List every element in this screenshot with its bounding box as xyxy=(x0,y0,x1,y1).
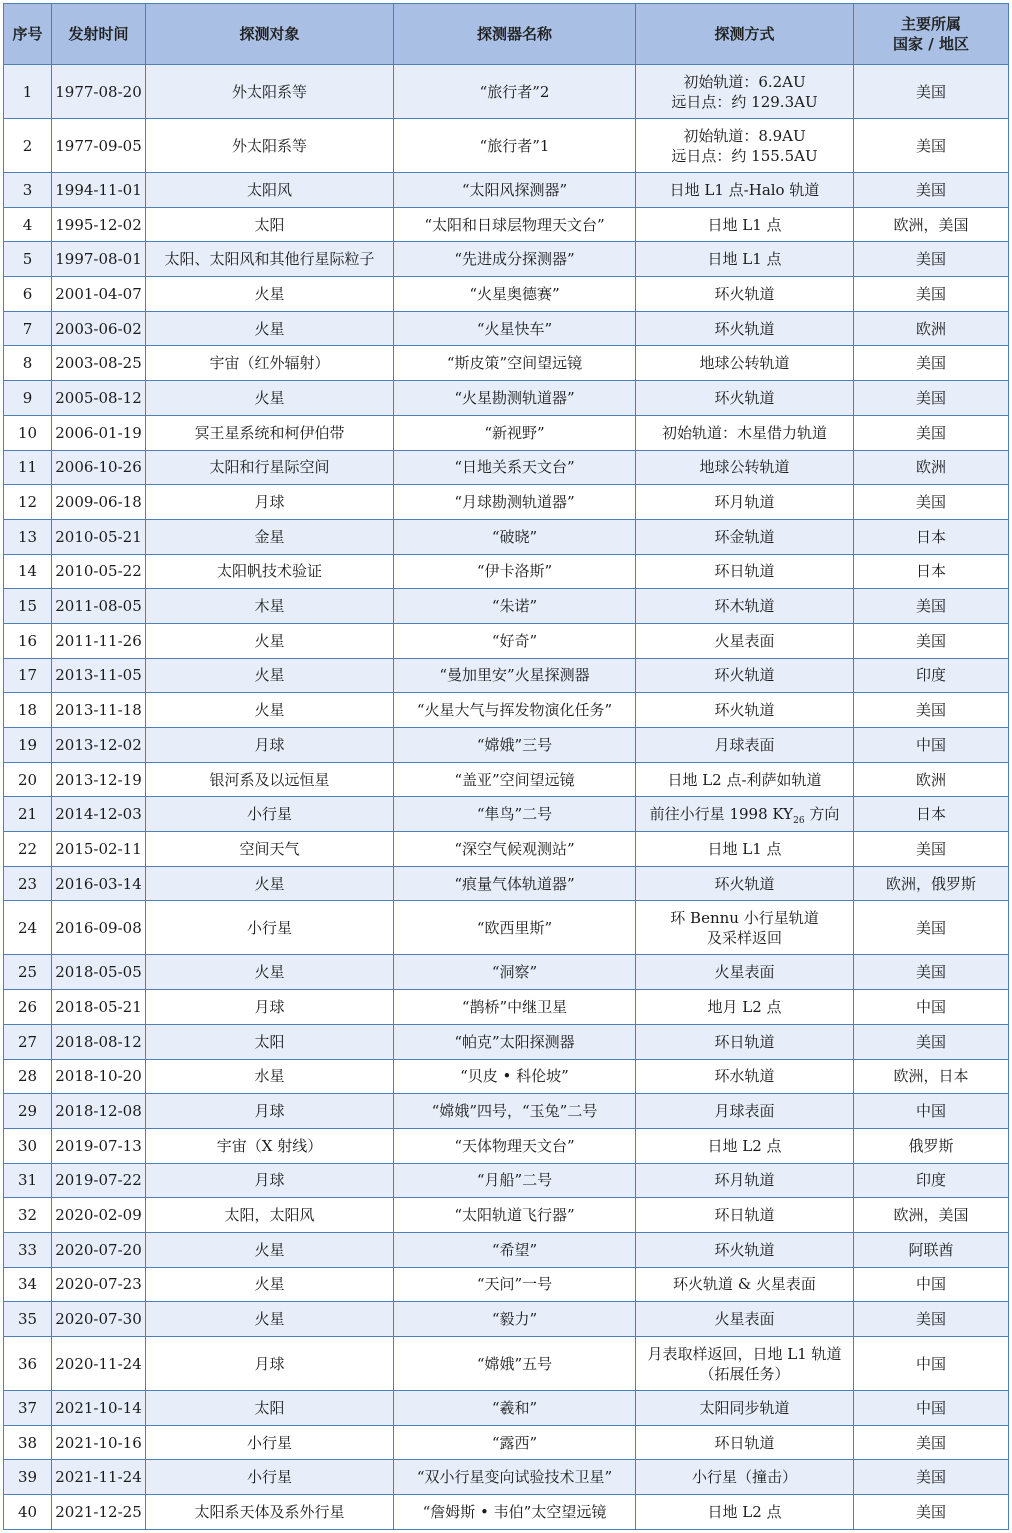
cell-method: 日地 L2 点 xyxy=(636,1495,854,1530)
cell-probe-name: “月球勘测轨道器” xyxy=(394,485,636,520)
cell-probe-name: “好奇” xyxy=(394,623,636,658)
cell-launch-date: 2009-06-18 xyxy=(52,485,146,520)
table-row xyxy=(4,1128,1009,1163)
cell-probe-name: “痕量气体轨道器” xyxy=(394,866,636,901)
table-row xyxy=(4,207,1009,242)
cell-launch-date: 2005-08-12 xyxy=(52,381,146,416)
cell-method: 日地 L2 点-利萨如轨道 xyxy=(636,762,854,797)
cell-method: 日地 L1 点 xyxy=(636,242,854,277)
table-row xyxy=(4,1267,1009,1302)
cell-probe-name: “太阳风探测器” xyxy=(394,173,636,208)
cell-region: 美国 xyxy=(854,623,1009,658)
cell-serial-number: 9 xyxy=(4,381,52,416)
cell-method: 环水轨道 xyxy=(636,1059,854,1094)
cell-serial-number: 15 xyxy=(4,589,52,624)
cell-serial-number: 31 xyxy=(4,1163,52,1198)
table-row xyxy=(4,728,1009,763)
table-row xyxy=(4,1495,1009,1530)
cell-probe-name: “天问”一号 xyxy=(394,1267,636,1302)
table-row xyxy=(4,1391,1009,1426)
cell-region: 美国 xyxy=(854,955,1009,990)
cell-probe-name: “双小行星变向试验技术卫星” xyxy=(394,1460,636,1495)
cell-serial-number: 35 xyxy=(4,1302,52,1337)
table-row xyxy=(4,1425,1009,1460)
table-row xyxy=(4,415,1009,450)
cell-target: 宇宙（红外辐射） xyxy=(146,346,394,381)
table-row xyxy=(4,658,1009,693)
cell-method: 月球表面 xyxy=(636,728,854,763)
cell-region: 美国 xyxy=(854,693,1009,728)
cell-launch-date: 2013-11-05 xyxy=(52,658,146,693)
cell-target: 小行星 xyxy=(146,1425,394,1460)
cell-target: 太阳和行星际空间 xyxy=(146,450,394,485)
cell-method: 初始轨道：8.9AU 远日点：约 155.5AU xyxy=(636,119,854,173)
cell-probe-name: “盖亚”空间望远镜 xyxy=(394,762,636,797)
cell-probe-name: “朱诺” xyxy=(394,589,636,624)
cell-method: 环 Bennu 小行星轨道 及采样返回 xyxy=(636,901,854,955)
cell-target: 月球 xyxy=(146,1163,394,1198)
cell-region: 美国 xyxy=(854,589,1009,624)
cell-probe-name: “火星勘测轨道器” xyxy=(394,381,636,416)
cell-region: 日本 xyxy=(854,797,1009,832)
cell-region: 日本 xyxy=(854,554,1009,589)
cell-target: 月球 xyxy=(146,485,394,520)
cell-serial-number: 29 xyxy=(4,1094,52,1129)
cell-target: 火星 xyxy=(146,623,394,658)
table-row xyxy=(4,589,1009,624)
cell-method: 初始轨道：6.2AU 远日点：约 129.3AU xyxy=(636,65,854,119)
cell-launch-date: 2010-05-22 xyxy=(52,554,146,589)
cell-region: 俄罗斯 xyxy=(854,1128,1009,1163)
cell-serial-number: 19 xyxy=(4,728,52,763)
cell-probe-name: “詹姆斯 • 韦伯”太空望远镜 xyxy=(394,1495,636,1530)
cell-region: 美国 xyxy=(854,242,1009,277)
cell-target: 太阳 xyxy=(146,207,394,242)
table-row xyxy=(4,1302,1009,1337)
cell-region: 中国 xyxy=(854,1267,1009,1302)
cell-method: 地月 L2 点 xyxy=(636,990,854,1025)
cell-method: 火星表面 xyxy=(636,1302,854,1337)
cell-method: 环木轨道 xyxy=(636,589,854,624)
table-row xyxy=(4,311,1009,346)
cell-method: 日地 L1 点-Halo 轨道 xyxy=(636,173,854,208)
cell-serial-number: 11 xyxy=(4,450,52,485)
cell-target: 月球 xyxy=(146,728,394,763)
cell-launch-date: 2020-07-23 xyxy=(52,1267,146,1302)
cell-launch-date: 2020-07-20 xyxy=(52,1232,146,1267)
cell-probe-name: “太阳轨道飞行器” xyxy=(394,1198,636,1233)
cell-launch-date: 2003-08-25 xyxy=(52,346,146,381)
cell-serial-number: 36 xyxy=(4,1337,52,1391)
cell-launch-date: 2013-12-02 xyxy=(52,728,146,763)
cell-probe-name: “新视野” xyxy=(394,415,636,450)
cell-launch-date: 2018-08-12 xyxy=(52,1024,146,1059)
cell-method: 环金轨道 xyxy=(636,519,854,554)
cell-method: 环月轨道 xyxy=(636,1163,854,1198)
cell-serial-number: 21 xyxy=(4,797,52,832)
cell-launch-date: 2021-11-24 xyxy=(52,1460,146,1495)
cell-launch-date: 2011-11-26 xyxy=(52,623,146,658)
cell-serial-number: 5 xyxy=(4,242,52,277)
cell-region: 欧洲 xyxy=(854,311,1009,346)
cell-probe-name: “曼加里安”火星探测器 xyxy=(394,658,636,693)
cell-method: 环火轨道 xyxy=(636,277,854,312)
table-row xyxy=(4,450,1009,485)
cell-probe-name: “旅行者”1 xyxy=(394,119,636,173)
cell-target: 火星 xyxy=(146,955,394,990)
cell-method xyxy=(636,797,854,832)
cell-launch-date: 2020-02-09 xyxy=(52,1198,146,1233)
cell-method: 太阳同步轨道 xyxy=(636,1391,854,1426)
cell-probe-name: “破晓” xyxy=(394,519,636,554)
cell-launch-date: 2011-08-05 xyxy=(52,589,146,624)
cell-target: 太阳、太阳风和其他行星际粒子 xyxy=(146,242,394,277)
table-row xyxy=(4,554,1009,589)
cell-region: 日本 xyxy=(854,519,1009,554)
cell-target: 火星 xyxy=(146,277,394,312)
cell-target: 火星 xyxy=(146,693,394,728)
method-text: 前往小行星 1998 KY xyxy=(649,805,794,824)
cell-region: 中国 xyxy=(854,1391,1009,1426)
cell-target: 外太阳系等 xyxy=(146,65,394,119)
cell-serial-number: 4 xyxy=(4,207,52,242)
cell-launch-date: 2021-10-16 xyxy=(52,1425,146,1460)
cell-method: 月球表面 xyxy=(636,1094,854,1129)
cell-serial-number: 1 xyxy=(4,65,52,119)
cell-probe-name: “隼鸟”二号 xyxy=(394,797,636,832)
cell-target: 火星 xyxy=(146,311,394,346)
cell-target: 火星 xyxy=(146,1302,394,1337)
table-row xyxy=(4,519,1009,554)
cell-probe-name: “鹊桥”中继卫星 xyxy=(394,990,636,1025)
table-row xyxy=(4,65,1009,119)
cell-serial-number: 7 xyxy=(4,311,52,346)
cell-region: 欧洲，美国 xyxy=(854,1198,1009,1233)
cell-probe-name: “嫦娥”三号 xyxy=(394,728,636,763)
cell-probe-name: “贝皮 • 科伦坡” xyxy=(394,1059,636,1094)
cell-target: 银河系及以远恒星 xyxy=(146,762,394,797)
method-subscript: 26 xyxy=(793,816,805,827)
header-region: 主要所属 国家 / 地区 xyxy=(854,4,1009,65)
cell-region: 美国 xyxy=(854,277,1009,312)
table-row xyxy=(4,485,1009,520)
cell-serial-number: 12 xyxy=(4,485,52,520)
cell-region: 美国 xyxy=(854,1460,1009,1495)
cell-serial-number: 33 xyxy=(4,1232,52,1267)
cell-launch-date: 2021-10-14 xyxy=(52,1391,146,1426)
cell-region: 欧洲 xyxy=(854,450,1009,485)
table-row xyxy=(4,797,1009,832)
cell-launch-date: 2018-12-08 xyxy=(52,1094,146,1129)
cell-method: 环火轨道 xyxy=(636,658,854,693)
cell-probe-name: “天体物理天文台” xyxy=(394,1128,636,1163)
cell-region: 印度 xyxy=(854,1163,1009,1198)
table-row xyxy=(4,866,1009,901)
cell-region: 美国 xyxy=(854,381,1009,416)
header-probe-name: 探测器名称 xyxy=(394,4,636,65)
table-row xyxy=(4,1059,1009,1094)
cell-serial-number: 22 xyxy=(4,832,52,867)
cell-serial-number: 8 xyxy=(4,346,52,381)
cell-launch-date: 1977-09-05 xyxy=(52,119,146,173)
cell-target: 火星 xyxy=(146,866,394,901)
table-row xyxy=(4,1460,1009,1495)
cell-target: 火星 xyxy=(146,658,394,693)
cell-launch-date: 2014-12-03 xyxy=(52,797,146,832)
cell-launch-date: 2013-12-19 xyxy=(52,762,146,797)
table-row xyxy=(4,277,1009,312)
cell-probe-name: “嫦娥”四号，“玉兔”二号 xyxy=(394,1094,636,1129)
cell-region: 中国 xyxy=(854,1337,1009,1391)
cell-region: 印度 xyxy=(854,658,1009,693)
cell-launch-date: 2019-07-13 xyxy=(52,1128,146,1163)
cell-probe-name: “旅行者”2 xyxy=(394,65,636,119)
cell-region: 美国 xyxy=(854,346,1009,381)
cell-region: 中国 xyxy=(854,1094,1009,1129)
cell-probe-name: “欧西里斯” xyxy=(394,901,636,955)
cell-serial-number: 39 xyxy=(4,1460,52,1495)
cell-target: 太阳风 xyxy=(146,173,394,208)
cell-serial-number: 25 xyxy=(4,955,52,990)
cell-target: 水星 xyxy=(146,1059,394,1094)
table-row xyxy=(4,1198,1009,1233)
table-row xyxy=(4,832,1009,867)
cell-method: 环火轨道 xyxy=(636,311,854,346)
table-header xyxy=(4,4,1009,65)
cell-serial-number: 16 xyxy=(4,623,52,658)
cell-launch-date: 2020-07-30 xyxy=(52,1302,146,1337)
cell-region: 美国 xyxy=(854,119,1009,173)
cell-target: 月球 xyxy=(146,1337,394,1391)
cell-probe-name: “火星大气与挥发物演化任务” xyxy=(394,693,636,728)
cell-serial-number: 13 xyxy=(4,519,52,554)
cell-probe-name: “日地关系天文台” xyxy=(394,450,636,485)
cell-target: 太阳帆技术验证 xyxy=(146,554,394,589)
cell-launch-date: 2013-11-18 xyxy=(52,693,146,728)
cell-serial-number: 26 xyxy=(4,990,52,1025)
table-row xyxy=(4,346,1009,381)
cell-region: 美国 xyxy=(854,901,1009,955)
cell-probe-name: “露西” xyxy=(394,1425,636,1460)
cell-target: 太阳系天体及系外行星 xyxy=(146,1495,394,1530)
cell-method: 环火轨道 xyxy=(636,693,854,728)
cell-method: 环日轨道 xyxy=(636,554,854,589)
cell-target: 外太阳系等 xyxy=(146,119,394,173)
table-row xyxy=(4,762,1009,797)
cell-method: 环日轨道 xyxy=(636,1425,854,1460)
cell-region: 美国 xyxy=(854,415,1009,450)
cell-launch-date: 2001-04-07 xyxy=(52,277,146,312)
table-row xyxy=(4,1024,1009,1059)
table-row xyxy=(4,1337,1009,1391)
cell-region: 美国 xyxy=(854,173,1009,208)
cell-target: 太阳 xyxy=(146,1024,394,1059)
cell-region: 美国 xyxy=(854,1302,1009,1337)
cell-probe-name: “伊卡洛斯” xyxy=(394,554,636,589)
cell-region: 美国 xyxy=(854,1425,1009,1460)
cell-serial-number: 32 xyxy=(4,1198,52,1233)
table-row xyxy=(4,1163,1009,1198)
cell-method: 环日轨道 xyxy=(636,1198,854,1233)
cell-target: 金星 xyxy=(146,519,394,554)
table-row xyxy=(4,623,1009,658)
cell-launch-date: 2018-10-20 xyxy=(52,1059,146,1094)
cell-method: 小行星（撞击） xyxy=(636,1460,854,1495)
cell-region: 中国 xyxy=(854,990,1009,1025)
cell-serial-number: 6 xyxy=(4,277,52,312)
table-row xyxy=(4,381,1009,416)
probe-table xyxy=(3,3,1009,1530)
cell-method: 环火轨道 xyxy=(636,1232,854,1267)
cell-serial-number: 3 xyxy=(4,173,52,208)
table-row xyxy=(4,693,1009,728)
cell-target: 火星 xyxy=(146,1232,394,1267)
cell-launch-date: 2019-07-22 xyxy=(52,1163,146,1198)
cell-serial-number: 30 xyxy=(4,1128,52,1163)
cell-launch-date: 1994-11-01 xyxy=(52,173,146,208)
cell-method: 月表取样返回，日地 L1 轨道 （拓展任务） xyxy=(636,1337,854,1391)
cell-target: 空间天气 xyxy=(146,832,394,867)
cell-probe-name: “月船”二号 xyxy=(394,1163,636,1198)
cell-probe-name: “太阳和日球层物理天文台” xyxy=(394,207,636,242)
cell-launch-date: 1997-08-01 xyxy=(52,242,146,277)
cell-launch-date: 2006-10-26 xyxy=(52,450,146,485)
cell-serial-number: 34 xyxy=(4,1267,52,1302)
table-row xyxy=(4,990,1009,1025)
cell-region: 欧洲，俄罗斯 xyxy=(854,866,1009,901)
cell-region: 欧洲，日本 xyxy=(854,1059,1009,1094)
cell-region: 美国 xyxy=(854,65,1009,119)
cell-launch-date: 2021-12-25 xyxy=(52,1495,146,1530)
table-body xyxy=(4,65,1009,1530)
method-tail: 方向 xyxy=(804,805,840,824)
cell-method: 日地 L1 点 xyxy=(636,832,854,867)
cell-serial-number: 28 xyxy=(4,1059,52,1094)
cell-target: 火星 xyxy=(146,381,394,416)
cell-method: 环火轨道 & 火星表面 xyxy=(636,1267,854,1302)
cell-target: 小行星 xyxy=(146,1460,394,1495)
cell-region: 中国 xyxy=(854,728,1009,763)
cell-launch-date: 2016-09-08 xyxy=(52,901,146,955)
cell-target: 太阳 xyxy=(146,1391,394,1426)
cell-serial-number: 17 xyxy=(4,658,52,693)
cell-launch-date: 2015-02-11 xyxy=(52,832,146,867)
cell-region: 美国 xyxy=(854,1024,1009,1059)
cell-probe-name: “洞察” xyxy=(394,955,636,990)
cell-serial-number: 14 xyxy=(4,554,52,589)
cell-probe-name: “毅力” xyxy=(394,1302,636,1337)
cell-target: 小行星 xyxy=(146,797,394,832)
cell-target: 太阳，太阳风 xyxy=(146,1198,394,1233)
cell-serial-number: 2 xyxy=(4,119,52,173)
table-row xyxy=(4,1094,1009,1129)
cell-probe-name: “先进成分探测器” xyxy=(394,242,636,277)
table-row xyxy=(4,173,1009,208)
cell-probe-name: “斯皮策”空间望远镜 xyxy=(394,346,636,381)
cell-target: 宇宙（X 射线） xyxy=(146,1128,394,1163)
cell-method: 环火轨道 xyxy=(636,381,854,416)
cell-probe-name: “火星奥德赛” xyxy=(394,277,636,312)
cell-probe-name: “嫦娥”五号 xyxy=(394,1337,636,1391)
table-row xyxy=(4,955,1009,990)
table-row xyxy=(4,901,1009,955)
cell-serial-number: 27 xyxy=(4,1024,52,1059)
cell-launch-date: 2006-01-19 xyxy=(52,415,146,450)
cell-method: 环日轨道 xyxy=(636,1024,854,1059)
cell-region: 美国 xyxy=(854,485,1009,520)
cell-target: 木星 xyxy=(146,589,394,624)
header-serial-number: 序号 xyxy=(4,4,52,65)
header-method: 探测方式 xyxy=(636,4,854,65)
cell-target: 冥王星系统和柯伊伯带 xyxy=(146,415,394,450)
cell-method: 初始轨道：木星借力轨道 xyxy=(636,415,854,450)
header-launch-date: 发射时间 xyxy=(52,4,146,65)
cell-target: 月球 xyxy=(146,990,394,1025)
cell-serial-number: 10 xyxy=(4,415,52,450)
cell-region: 美国 xyxy=(854,832,1009,867)
cell-probe-name: “希望” xyxy=(394,1232,636,1267)
header-row xyxy=(4,4,1009,65)
cell-method: 日地 L1 点 xyxy=(636,207,854,242)
cell-probe-name: “帕克”太阳探测器 xyxy=(394,1024,636,1059)
cell-serial-number: 18 xyxy=(4,693,52,728)
cell-target: 小行星 xyxy=(146,901,394,955)
cell-serial-number: 20 xyxy=(4,762,52,797)
cell-launch-date: 1995-12-02 xyxy=(52,207,146,242)
cell-launch-date: 2010-05-21 xyxy=(52,519,146,554)
table-row xyxy=(4,1232,1009,1267)
cell-region: 阿联酋 xyxy=(854,1232,1009,1267)
cell-serial-number: 24 xyxy=(4,901,52,955)
cell-region: 欧洲，美国 xyxy=(854,207,1009,242)
cell-method: 地球公转轨道 xyxy=(636,450,854,485)
cell-method: 环火轨道 xyxy=(636,866,854,901)
cell-method: 日地 L2 点 xyxy=(636,1128,854,1163)
cell-method: 火星表面 xyxy=(636,955,854,990)
cell-launch-date: 2018-05-05 xyxy=(52,955,146,990)
header-target: 探测对象 xyxy=(146,4,394,65)
cell-launch-date: 2003-06-02 xyxy=(52,311,146,346)
cell-target: 月球 xyxy=(146,1094,394,1129)
cell-launch-date: 2018-05-21 xyxy=(52,990,146,1025)
cell-launch-date: 2020-11-24 xyxy=(52,1337,146,1391)
cell-method: 环月轨道 xyxy=(636,485,854,520)
cell-launch-date: 1977-08-20 xyxy=(52,65,146,119)
cell-probe-name: “深空气候观测站” xyxy=(394,832,636,867)
cell-target: 火星 xyxy=(146,1267,394,1302)
cell-probe-name: “火星快车” xyxy=(394,311,636,346)
cell-serial-number: 38 xyxy=(4,1425,52,1460)
cell-launch-date: 2016-03-14 xyxy=(52,866,146,901)
cell-serial-number: 40 xyxy=(4,1495,52,1530)
table-row xyxy=(4,119,1009,173)
cell-method: 火星表面 xyxy=(636,623,854,658)
cell-method: 地球公转轨道 xyxy=(636,346,854,381)
cell-region: 美国 xyxy=(854,1495,1009,1530)
cell-region: 欧洲 xyxy=(854,762,1009,797)
cell-probe-name: “羲和” xyxy=(394,1391,636,1426)
cell-serial-number: 23 xyxy=(4,866,52,901)
cell-serial-number: 37 xyxy=(4,1391,52,1426)
table-row xyxy=(4,242,1009,277)
